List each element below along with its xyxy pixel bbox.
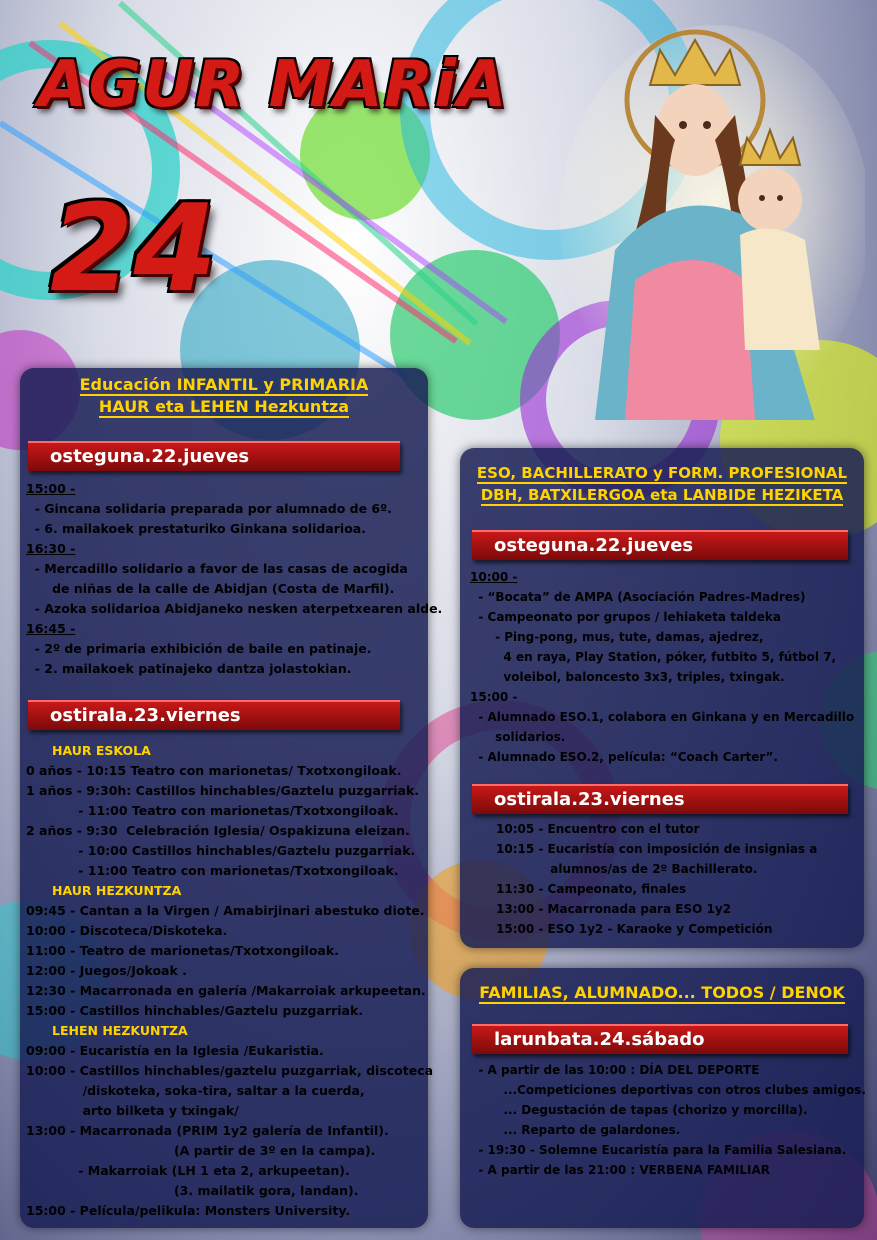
right-heading-line2: DBH, BATXILERGOA eta LANBIDE HEZIKETA [480, 486, 844, 504]
families-schedule [470, 1060, 866, 1180]
schedule-line: - Azoka solidarioa Abidjaneko nesken aterpetxearen alde. [26, 601, 443, 616]
schedule-line: de niñas de la calle de Abidjan (Costa de Marfil). [26, 581, 395, 596]
schedule-line: - 2. mailakoek patinajeko dantza jolastokian. [26, 661, 352, 676]
schedule-line: 15:00 - [26, 481, 76, 496]
right-day2-schedule [496, 819, 862, 939]
schedule-line: 15:00 - Castillos hinchables/Gaztelu puzgarriak. [26, 1003, 364, 1018]
schedule-line: 15:00 - ESO 1y2 - Karaoke y Competición [496, 922, 773, 936]
right-day2-bar: ostirala.23.viernes [472, 784, 848, 814]
left-day1-bar: osteguna.22.jueves [28, 441, 400, 471]
schedule-line: solidarios. [470, 730, 566, 744]
schedule-line: ... Reparto de galardones. [470, 1123, 681, 1137]
schedule-line: 10:00 - [470, 570, 518, 584]
schedule-line: 16:30 - [26, 541, 76, 556]
families-heading-text: FAMILIAS, ALUMNADO... TODOS / DENOK [479, 983, 845, 1002]
haur-hezkuntza-title: HAUR HEZKUNTZA [52, 883, 182, 898]
schedule-line: 4 en raya, Play Station, póker, futbito 5, fútbol 7, [470, 650, 837, 664]
schedule-line: - Alumnado ESO.2, película: “Coach Carter”. [470, 750, 778, 764]
schedule-line: 0 años - 10:15 Teatro con marionetas/ Txotxongiloak. [26, 763, 402, 778]
day-number: 24 [50, 180, 217, 319]
schedule-line: - “Bocata” de AMPA (Asociación Padres-Madres) [470, 590, 806, 604]
schedule-line: 11:30 - Campeonato, finales [496, 882, 687, 896]
page-title: AGUR MARiA [38, 48, 508, 122]
schedule-line: - 19:30 - Solemne Eucaristía para la Familia Salesiana. [470, 1143, 847, 1157]
schedule-line: arto bilketa y txingak/ [26, 1103, 239, 1118]
schedule-line: - Mercadillo solidario a favor de las casas de acogida [26, 561, 408, 576]
schedule-line: (A partir de 3º en la campa). [26, 1143, 376, 1158]
families-day-bar: larunbata.24.sábado [472, 1024, 848, 1054]
schedule-line: 13:00 - Macarronada (PRIM 1y2 galería de Infantil). [26, 1123, 389, 1138]
schedule-line: - 10:00 Castillos hinchables/Gaztelu puzgarriak. [26, 843, 416, 858]
schedule-line: /diskoteka, soka-tira, saltar a la cuerda, [26, 1083, 365, 1098]
schedule-line: 10:15 - Eucaristía con imposición de insignias a [496, 842, 818, 856]
schedule-line: - Alumnado ESO.1, colabora en Ginkana y en Mercadillo [470, 710, 855, 724]
schedule-line: - Ping-pong, mus, tute, damas, ajedrez, [470, 630, 764, 644]
schedule-line: - 11:00 Teatro con marionetas/Txotxongiloak. [26, 803, 399, 818]
schedule-line: 09:45 - Cantan a la Virgen / Amabirjinari abestuko diote. [26, 903, 425, 918]
schedule-line: 10:00 - Castillos hinchables/gaztelu puzgarriak, discoteca [26, 1063, 434, 1078]
schedule-line: 12:30 - Macarronada en galería /Makarroiak arkupeetan. [26, 983, 426, 998]
left-panel-heading [20, 374, 428, 418]
right-heading-line1: ESO, BACHILLERATO y FORM. PROFESIONAL [476, 464, 848, 482]
left-day2-bar: ostirala.23.viernes [28, 700, 400, 730]
schedule-line: - A partir de las 10:00 : DÍA DEL DEPORTE [470, 1063, 760, 1077]
schedule-line: - 6. mailakoek prestaturiko Ginkana solidarioa. [26, 521, 366, 536]
schedule-line: - Makarroiak (LH 1 eta 2, arkupeetan). [26, 1163, 350, 1178]
schedule-line: - A partir de las 21:00 : VERBENA FAMILIAR [470, 1163, 771, 1177]
families-heading [460, 982, 864, 1004]
schedule-line: 2 años - 9:30 Celebración Iglesia/ Ospakizuna eleizan. [26, 823, 410, 838]
right-day1-bar: osteguna.22.jueves [472, 530, 848, 560]
schedule-line: 09:00 - Eucaristía en la Iglesia /Eukaristia. [26, 1043, 324, 1058]
schedule-line: alumnos/as de 2º Bachillerato. [496, 862, 758, 876]
lehen-hezkuntza-title: LEHEN HEZKUNTZA [52, 1023, 188, 1038]
haur-eskola-title: HAUR ESKOLA [52, 743, 151, 758]
schedule-line: 15:00 - [470, 690, 518, 704]
schedule-line: 10:05 - Encuentro con el tutor [496, 822, 700, 836]
right-panel-heading [460, 462, 864, 506]
virgin-mary-statue [555, 20, 865, 420]
schedule-line: voleibol, baloncesto 3x3, triples, txingak. [470, 670, 785, 684]
schedule-line: 15:00 - Película/pelikula: Monsters University. [26, 1203, 351, 1218]
schedule-line: - Gincana solidaria preparada por alumnado de 6º. [26, 501, 392, 516]
schedule-line: ...Competiciones deportivas con otros clubes amigos. [470, 1083, 866, 1097]
left-day1-schedule [26, 479, 443, 679]
schedule-line: (3. mailatik gora, landan). [26, 1183, 359, 1198]
left-heading-line1: Educación INFANTIL y PRIMARIA [79, 375, 369, 394]
left-day2-schedule [26, 741, 434, 1221]
schedule-line: 16:45 - [26, 621, 76, 636]
schedule-line: ... Degustación de tapas (chorizo y morcilla). [470, 1103, 808, 1117]
schedule-line: 10:00 - Discoteca/Diskoteka. [26, 923, 228, 938]
schedule-line: 12:00 - Juegos/Jokoak . [26, 963, 187, 978]
schedule-line: - 2º de primaria exhibición de baile en patinaje. [26, 641, 372, 656]
schedule-line: - 11:00 Teatro con marionetas/Txotxongiloak. [26, 863, 399, 878]
schedule-line: - Campeonato por grupos / lehiaketa taldeka [470, 610, 781, 624]
right-day1-schedule [470, 567, 862, 767]
schedule-line: 11:00 - Teatro de marionetas/Txotxongiloak. [26, 943, 339, 958]
left-heading-line2: HAUR eta LEHEN Hezkuntza [98, 397, 350, 416]
schedule-line: 13:00 - Macarronada para ESO 1y2 [496, 902, 731, 916]
schedule-line: 1 años - 9:30h: Castillos hinchables/Gaztelu puzgarriak. [26, 783, 420, 798]
